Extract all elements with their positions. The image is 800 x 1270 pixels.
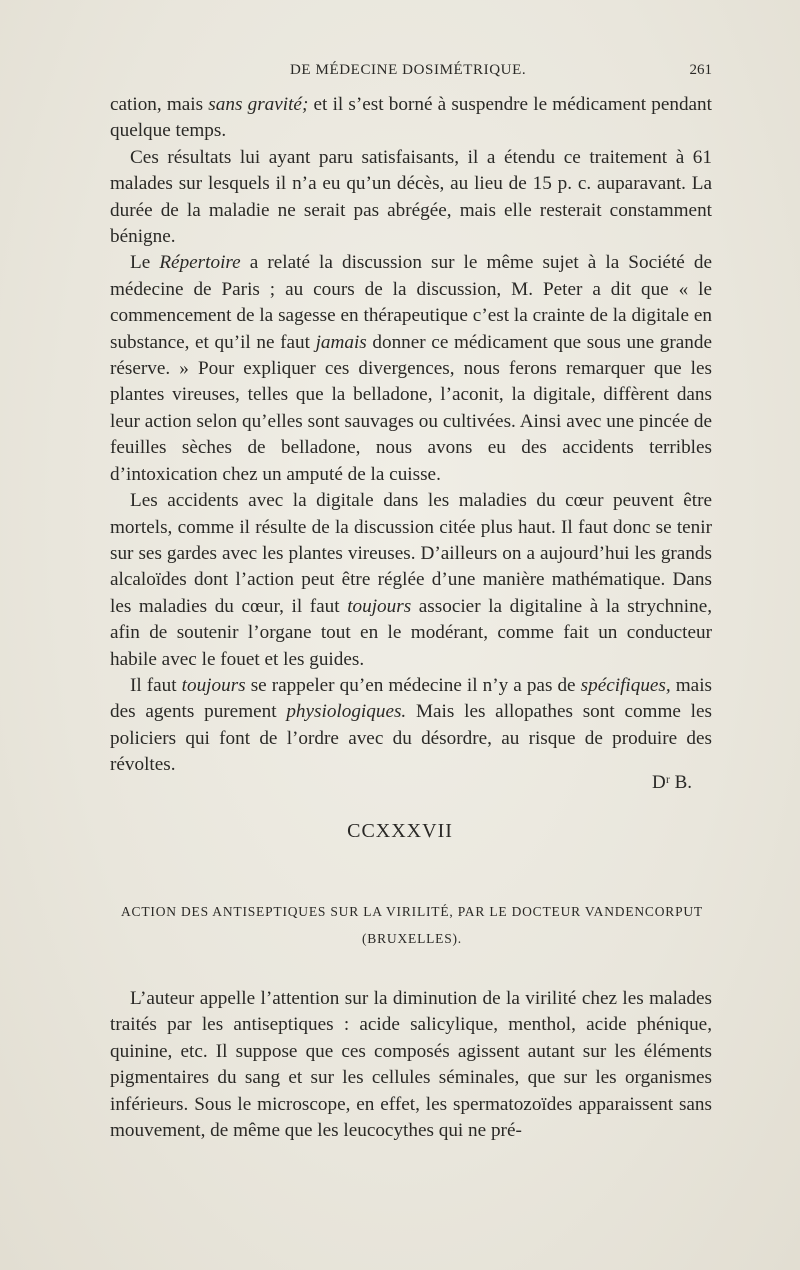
paragraph: Ces résultats lui ayant paru satisfaisants, il a étendu ce traitement à 61 malades sur lesquels il n’a eu qu’un décès, au lieu de 15 p. c. auparavant. La durée de la maladie ne serait pas abrégée, mais elle resterait constamment bénigne. <box>110 146 712 248</box>
italic-text: jamais <box>315 331 367 353</box>
section-title-line: ACTION DES ANTISEPTIQUES SUR LA VIRILITÉ, PAR LE DOCTEUR VANDENCORPUT <box>121 904 703 919</box>
text-run: associer la digitaline à la strychnine, afin de soutenir l’organe tout en le modérant, comme fait un conducteur habile avec le fouet et les guides. <box>110 595 713 670</box>
page-number: 261 <box>689 62 712 78</box>
text-block-top <box>110 92 712 779</box>
text-run: Le <box>130 252 160 274</box>
paragraph <box>110 250 712 488</box>
text-run: mais des agents purement <box>110 674 712 723</box>
section-title-line: (BRUXELLES). <box>362 931 462 946</box>
section-title <box>112 898 712 952</box>
italic-text: Répertoire <box>159 252 241 274</box>
paragraph <box>110 92 712 145</box>
paragraph <box>110 673 712 779</box>
text-block-bottom <box>110 986 712 1144</box>
text-run: et il s’est borné à suspendre le médicament pendant quelque temps. <box>110 94 712 142</box>
paragraph: L’auteur appelle l’attention sur la diminution de la virilité chez les malades traités par les antiseptiques : acide salicylique, menthol, acide phénique, quinine, etc. Il suppose que ces composés agissent autant sur les éléments pigmentaires du sang et sur les cellules séminales, que sur les organismes inférieurs. Sous le microscope, en effet, les spermatozoïdes apparaissent sans mouvement, de même que les leucocythes qui ne pré- <box>110 988 712 1142</box>
text-run: Il faut <box>130 674 182 696</box>
author-signature: Dʳ B. <box>651 772 692 793</box>
paragraph <box>110 488 712 673</box>
italic-text: toujours <box>347 595 412 617</box>
italic-text: spécifiques, <box>580 674 671 696</box>
text-run: a relaté la discussion sur le même sujet à la Société de médecine de Paris ; au cours de la discussion, M. Peter a dit que « le commencement de la sagesse en thérapeutique c’est la crainte de la digitale en substance, et qu’il ne faut <box>110 252 712 353</box>
running-title: DE MÉDECINE DOSIMÉTRIQUE. <box>290 62 527 78</box>
italic-text: sans gravité; <box>208 94 309 115</box>
section-number: CCXXXVII <box>347 820 453 842</box>
text-run: cation, mais <box>110 94 209 115</box>
italic-text: toujours <box>181 674 246 696</box>
italic-text: physiologiques. <box>286 701 407 723</box>
text-run: Les accidents avec la digitale dans les maladies du cœur peuvent être mortels, comme il résulte de la discussion citée plus haut. Il faut donc se tenir sur ses gardes avec les plantes vireuses. D’ailleurs on a aujourd’hui les grands alcaloïdes dont l’action peut être réglée d’une manière mathématique. Dans les maladies du cœur, il faut <box>110 490 712 617</box>
text-run: donner ce médicament que sous une grande réserve. » Pour expliquer ces divergences, nous ferons remarquer que les plantes vireuses, telles que la belladone, l’aconit, la digitale, diffèrent dans leur action selon qu’elles sont sauvages ou cultivées. Ainsi avec une pincée de feuilles sèches de belladone, nous avons eu des accidents terribles d’intoxication chez un amputé de la cuisse. <box>110 331 712 485</box>
text-run: se rappeler qu’en médecine il n’y a pas de <box>245 674 581 696</box>
text-run: Mais les allopathes sont comme les policiers qui font de l’ordre avec du désordre, au risque de produire des révoltes. <box>110 701 712 776</box>
page-header <box>110 62 712 86</box>
